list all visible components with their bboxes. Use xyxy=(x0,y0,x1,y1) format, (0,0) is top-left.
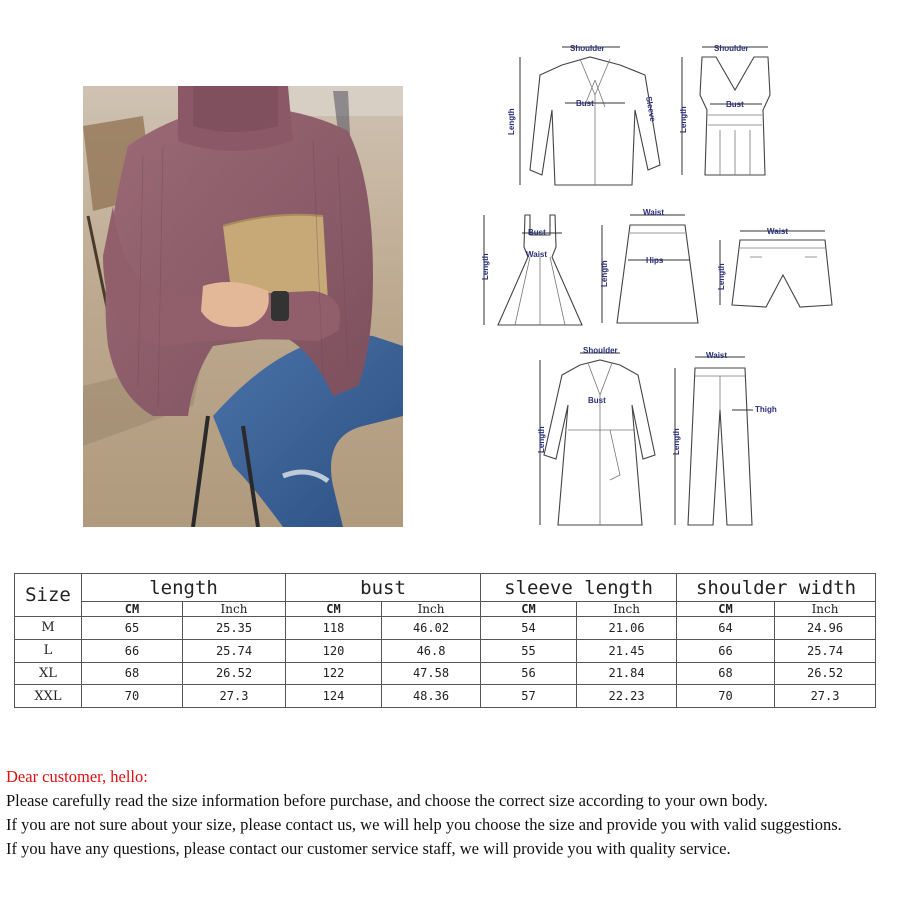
measurement-cell: 25.74 xyxy=(183,639,286,662)
label-sleeve: Sleeve xyxy=(644,95,658,123)
unit-header: CM xyxy=(286,602,382,617)
measurement-cell: 46.02 xyxy=(382,617,481,640)
measurement-cell: 55 xyxy=(481,639,577,662)
size-cell: M xyxy=(15,617,82,640)
coat-diagram xyxy=(537,346,655,525)
label-hips: Hips xyxy=(646,256,664,265)
measurement-cell: 25.35 xyxy=(183,617,286,640)
label-bust-2: Bust xyxy=(726,100,744,109)
measurement-cell: 68 xyxy=(82,662,183,685)
measurement-cell: 22.23 xyxy=(577,685,677,708)
measurement-cell: 64 xyxy=(677,617,775,640)
measurement-cell: 27.3 xyxy=(183,685,286,708)
group-header-length: length xyxy=(82,574,286,602)
product-photo xyxy=(83,86,403,527)
label-shoulder-2: Shoulder xyxy=(714,44,749,53)
measurement-cell: 27.3 xyxy=(775,685,876,708)
customer-notice xyxy=(6,765,896,861)
measurement-cell: 25.74 xyxy=(775,639,876,662)
blouse-diagram xyxy=(507,44,660,185)
label-length-2: Length xyxy=(679,106,688,133)
measurement-cell: 66 xyxy=(82,639,183,662)
unit-header: Inch xyxy=(775,602,876,617)
size-cell: L xyxy=(15,639,82,662)
measurement-cell: 118 xyxy=(286,617,382,640)
label-thigh: Thigh xyxy=(755,405,777,414)
size-chart-table xyxy=(14,573,876,708)
measurement-cell: 21.06 xyxy=(577,617,677,640)
label-waist-6: Waist xyxy=(706,351,728,360)
measurement-cell: 70 xyxy=(677,685,775,708)
label-length-6: Length xyxy=(537,426,546,453)
measurement-cell: 26.52 xyxy=(183,662,286,685)
unit-header: Inch xyxy=(577,602,677,617)
dress-diagram xyxy=(481,215,582,325)
unit-header: Inch xyxy=(382,602,481,617)
measurement-cell: 21.84 xyxy=(577,662,677,685)
measurement-cell: 66 xyxy=(677,639,775,662)
label-bust-3: Bust xyxy=(528,228,546,237)
group-header-shoulder-width: shoulder width xyxy=(677,574,876,602)
measurement-cell: 57 xyxy=(481,685,577,708)
notice-greeting: Dear customer, hello: xyxy=(6,767,148,786)
vest-diagram xyxy=(679,44,770,175)
label-length: Length xyxy=(507,108,516,135)
unit-header: Inch xyxy=(183,602,286,617)
notice-line: Please carefully read the size information before purchase, and choose the correct size according to your own body. xyxy=(6,791,768,810)
label-length-5: Length xyxy=(717,263,726,290)
label-waist-3: Waist xyxy=(526,250,548,259)
table-row xyxy=(15,662,876,685)
model-photo-illustration xyxy=(83,86,403,527)
size-cell: XL xyxy=(15,662,82,685)
measurement-cell: 122 xyxy=(286,662,382,685)
measurement-cell: 54 xyxy=(481,617,577,640)
trousers-diagram xyxy=(672,351,777,525)
label-waist-5: Waist xyxy=(767,227,789,236)
measurement-cell: 65 xyxy=(82,617,183,640)
size-column-header: Size xyxy=(15,574,82,617)
label-shoulder: Shoulder xyxy=(570,44,605,53)
notice-line: If you have any questions, please contact our customer service staff, we will provide you with quality service. xyxy=(6,839,731,858)
unit-header: CM xyxy=(82,602,183,617)
table-row xyxy=(15,639,876,662)
label-length-4: Length xyxy=(600,260,609,287)
label-length-3: Length xyxy=(481,253,490,280)
measurement-cell: 21.45 xyxy=(577,639,677,662)
measurement-cell: 24.96 xyxy=(775,617,876,640)
unit-header: CM xyxy=(481,602,577,617)
measurement-guide xyxy=(470,35,890,535)
size-cell: XXL xyxy=(15,685,82,708)
shorts-diagram xyxy=(717,227,832,307)
measurement-cell: 120 xyxy=(286,639,382,662)
measurement-cell: 48.36 xyxy=(382,685,481,708)
label-shoulder-3: Shoulder xyxy=(583,346,618,355)
measurement-cell: 124 xyxy=(286,685,382,708)
table-row xyxy=(15,617,876,640)
group-header-bust: bust xyxy=(286,574,481,602)
measurement-cell: 56 xyxy=(481,662,577,685)
measurement-cell: 46.8 xyxy=(382,639,481,662)
measurement-cell: 26.52 xyxy=(775,662,876,685)
garment-diagrams xyxy=(470,35,890,535)
label-bust: Bust xyxy=(576,99,594,108)
label-length-7: Length xyxy=(672,428,681,455)
notice-line: If you are not sure about your size, please contact us, we will help you choose the size and provide you with valid suggestions. xyxy=(6,815,842,834)
table-row xyxy=(15,685,876,708)
measurement-cell: 70 xyxy=(82,685,183,708)
measurement-cell: 68 xyxy=(677,662,775,685)
unit-header: CM xyxy=(677,602,775,617)
skirt-diagram xyxy=(600,208,698,323)
group-header-sleeve-length: sleeve length xyxy=(481,574,677,602)
measurement-cell: 47.58 xyxy=(382,662,481,685)
label-waist-4: Waist xyxy=(643,208,665,217)
label-bust-4: Bust xyxy=(588,396,606,405)
